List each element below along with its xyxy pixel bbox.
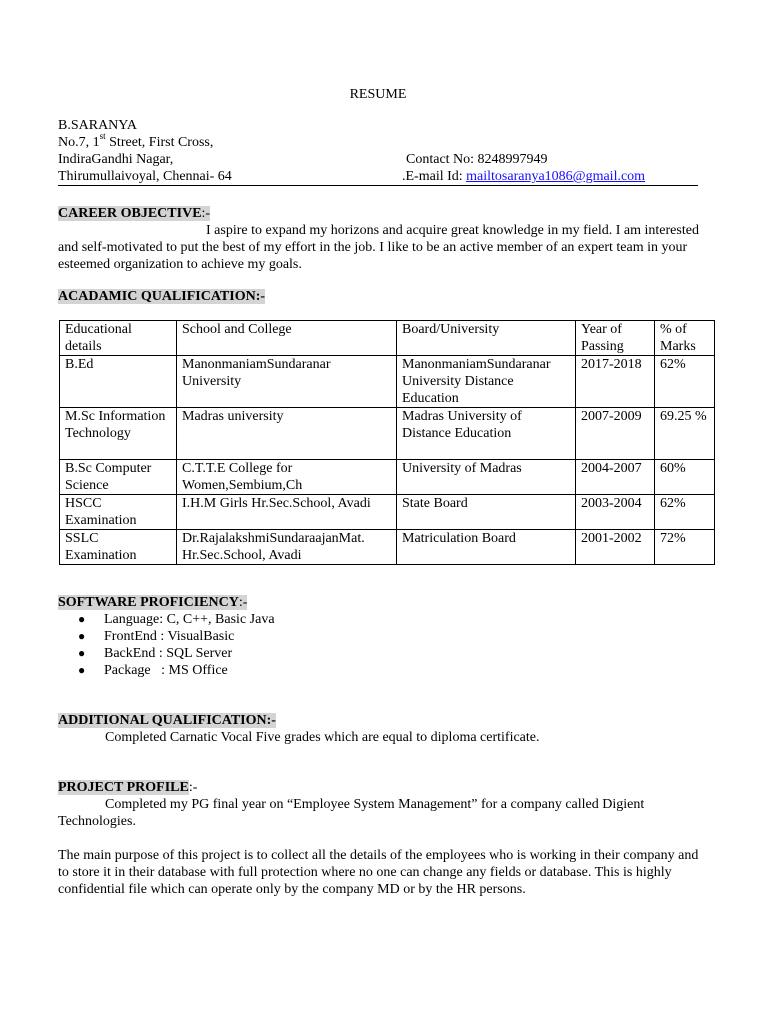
project-text-1 xyxy=(58,796,703,830)
project-text-2: The main purpose of this project is to collect all the details of the employees who is working in their company and to store it in their database with full protection where no one can change any fields or database. This is highly confidential file which can operate only by the company MD or by the HR persons. xyxy=(58,848,699,897)
software-list xyxy=(58,611,275,679)
table-cell: 62% xyxy=(655,495,715,530)
project-heading xyxy=(58,779,197,796)
table-cell: 60% xyxy=(655,460,715,495)
career-objective-heading-suffix: :- xyxy=(201,206,211,221)
table-cell: C.T.T.E College for Women,Sembium,Ch xyxy=(177,460,397,495)
additional-heading-text: ADDITIONAL QUALIFICATION:- xyxy=(58,713,276,728)
table-cell: M.Sc Information Technology xyxy=(60,408,177,460)
table-cell: HSCC Examination xyxy=(60,495,177,530)
column-header: School and College xyxy=(177,321,397,356)
table-cell: ManonmaniamSundaranar University Distance Education xyxy=(397,356,576,408)
column-header: Board/University xyxy=(397,321,576,356)
list-item xyxy=(58,645,275,662)
table-header-row xyxy=(60,321,715,356)
table-cell: I.H.M Girls Hr.Sec.School, Avadi xyxy=(177,495,397,530)
table-row xyxy=(60,356,715,408)
bullet-icon: ● xyxy=(78,629,86,643)
header-divider xyxy=(58,185,698,186)
list-item xyxy=(58,611,275,628)
table-cell: 2001-2002 xyxy=(576,530,655,565)
project-heading-text: PROJECT PROFILE xyxy=(58,780,189,795)
table-cell: 2003-2004 xyxy=(576,495,655,530)
table-cell: 62% xyxy=(655,356,715,408)
table-cell: 72% xyxy=(655,530,715,565)
additional-text xyxy=(58,729,703,746)
table-cell: University of Madras xyxy=(397,460,576,495)
table-row xyxy=(60,530,715,565)
table-cell: ManonmaniamSundaranar University xyxy=(177,356,397,408)
email-link[interactable]: mailtosaranya1086@gmail.com xyxy=(466,169,646,184)
table-row xyxy=(60,495,715,530)
column-header: Year of Passing xyxy=(576,321,655,356)
career-objective-heading xyxy=(58,205,210,222)
table-cell: Dr.RajalakshmiSundaraajanMat. Hr.Sec.School, Avadi xyxy=(177,530,397,565)
project-body-1: Completed my PG final year on “Employee System Management” for a company called Digient Technologies. xyxy=(58,797,645,829)
list-item-text: Package : MS Office xyxy=(104,663,228,678)
address-line-1-start: No.7, 1 xyxy=(58,135,100,150)
academic-heading-text: ACADAMIC QUALIFICATION:- xyxy=(58,289,266,304)
table-cell: 2007-2009 xyxy=(576,408,655,460)
address-line-1-end: Street, First Cross, xyxy=(105,135,214,150)
contact-phone: Contact No: 8248997949 xyxy=(406,152,548,167)
contact-email xyxy=(402,168,645,185)
list-item-text: FrontEnd : VisualBasic xyxy=(104,629,235,644)
additional-heading xyxy=(58,712,276,729)
table-cell: 2004-2007 xyxy=(576,460,655,495)
table-cell: State Board xyxy=(397,495,576,530)
project-heading-suffix: :- xyxy=(188,780,198,795)
address-line-2: IndiraGandhi Nagar, xyxy=(58,152,174,167)
academic-table xyxy=(59,320,715,565)
table-cell: SSLC Examination xyxy=(60,530,177,565)
document-title: RESUME xyxy=(349,87,407,102)
additional-body: Completed Carnatic Vocal Five grades which are equal to diploma certificate. xyxy=(105,730,540,745)
table-cell: B.Ed xyxy=(60,356,177,408)
table-cell: Madras university xyxy=(177,408,397,460)
list-item-text: Language: C, C++, Basic Java xyxy=(104,612,275,627)
column-header: Educational details xyxy=(60,321,177,356)
academic-heading xyxy=(58,288,265,305)
table-cell: B.Sc Computer Science xyxy=(60,460,177,495)
address-line-3: Thirumullaivoyal, Chennai- 64 xyxy=(58,169,232,184)
software-heading xyxy=(58,594,247,611)
list-item xyxy=(58,628,275,645)
address-line-1 xyxy=(58,131,214,151)
address-line-1-superscript: st xyxy=(99,131,106,142)
table-cell: 69.25 % xyxy=(655,408,715,460)
list-item xyxy=(58,662,275,679)
candidate-name: B.SARANYA xyxy=(58,118,137,133)
column-header: % of Marks xyxy=(655,321,715,356)
table-row xyxy=(60,408,715,460)
table-row xyxy=(60,460,715,495)
bullet-icon: ● xyxy=(78,612,86,626)
list-item-text: BackEnd : SQL Server xyxy=(104,646,233,661)
software-heading-suffix: :- xyxy=(238,595,248,610)
table-cell: Matriculation Board xyxy=(397,530,576,565)
bullet-icon: ● xyxy=(78,663,86,677)
table-cell: Madras University of Distance Education xyxy=(397,408,576,460)
software-heading-text: SOFTWARE PROFICIENCY xyxy=(58,595,239,610)
career-objective-body: I aspire to expand my horizons and acquire great knowledge in my field. I am interested and self-motivated to put the best of my effort in the job. I like to be an active member of an expert team in your esteemed organization to achieve my goals. xyxy=(58,223,699,272)
career-objective-text xyxy=(58,222,703,273)
bullet-icon: ● xyxy=(78,646,86,660)
table-cell: 2017-2018 xyxy=(576,356,655,408)
career-objective-heading-text: CAREER OBJECTIVE xyxy=(58,206,202,221)
email-label: .E-mail Id: xyxy=(402,169,467,184)
